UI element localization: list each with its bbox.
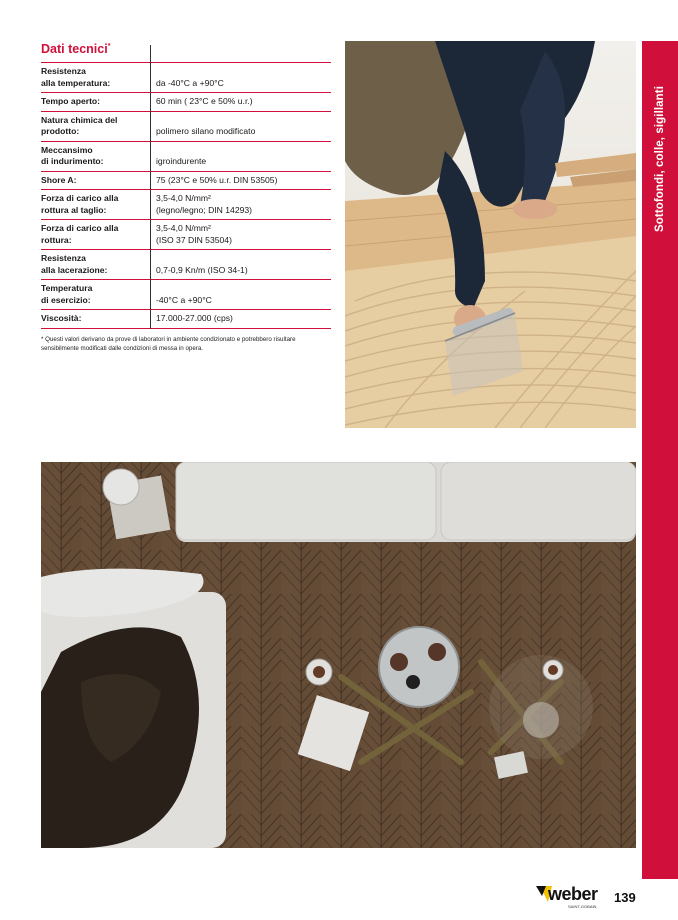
technical-data-title xyxy=(41,42,331,56)
title-text: Dati tecnici xyxy=(41,42,108,56)
spec-label: Shore A: xyxy=(41,174,77,185)
spec-row xyxy=(41,93,331,112)
brand-wordmark: weber xyxy=(548,884,598,904)
spec-value: 3,5-4,0 N/mm² (ISO 37 DIN 53504) xyxy=(156,223,232,245)
technical-data-section xyxy=(41,42,331,353)
spec-label: Resistenza alla temperatura: xyxy=(41,66,111,88)
spec-row xyxy=(41,190,331,220)
spec-value: 0,7-0,9 Kn/m (ISO 34-1) xyxy=(156,264,248,275)
brand-subtitle: SAINT-GOBAIN xyxy=(568,904,597,909)
spec-value: polimero silano modificato xyxy=(156,126,256,136)
spec-row xyxy=(41,310,331,329)
spec-label: Forza di carico alla rottura al taglio: xyxy=(41,193,119,215)
weber-logo xyxy=(536,884,602,910)
spec-row xyxy=(41,250,331,280)
spec-row xyxy=(41,142,331,172)
spec-value: 17.000-27.000 (cps) xyxy=(156,313,233,323)
spec-table xyxy=(41,62,331,329)
spec-row xyxy=(41,112,331,142)
spec-row xyxy=(41,172,331,191)
photo-living-room xyxy=(41,462,636,848)
spec-row xyxy=(41,280,331,310)
spec-value: 75 (23°C e 50% u.r. DIN 53505) xyxy=(156,174,278,185)
spec-label: Natura chimica del prodotto: xyxy=(41,114,118,136)
spec-label: Meccansimo di indurimento: xyxy=(41,144,104,166)
spec-label: Tempo aperto: xyxy=(41,96,101,106)
title-footnote-mark: * xyxy=(107,42,111,50)
spec-value: da -40°C a +90°C xyxy=(156,77,224,88)
spec-label: Resistenza alla lacerazione: xyxy=(41,253,108,275)
footnote: * Questi valori derivano da prove di laboratori in ambiente condizionato e potrebbero risultare sensibilmente modificati dalle condizioni di messa in opera. xyxy=(41,335,296,352)
spec-value: 3,5-4,0 N/mm² (legno/legno; DIN 14293) xyxy=(156,193,253,215)
spec-label: Forza di carico alla rottura: xyxy=(41,223,119,245)
page-number: 139 xyxy=(614,890,636,905)
section-side-tab xyxy=(642,41,678,879)
spec-value: igroindurente xyxy=(156,156,207,166)
spec-value: 60 min ( 23°C e 50% u.r.) xyxy=(156,96,253,106)
spec-row xyxy=(41,220,331,250)
spec-label: Viscosità: xyxy=(41,313,82,323)
spec-label: Temperatura di esercizio: xyxy=(41,283,93,305)
spec-value: -40°C a +90°C xyxy=(156,294,212,305)
spec-row xyxy=(41,63,331,93)
photo-adhesive-application xyxy=(345,41,636,428)
section-tab-label: Sottofondi, colle, sigillanti xyxy=(654,85,666,233)
